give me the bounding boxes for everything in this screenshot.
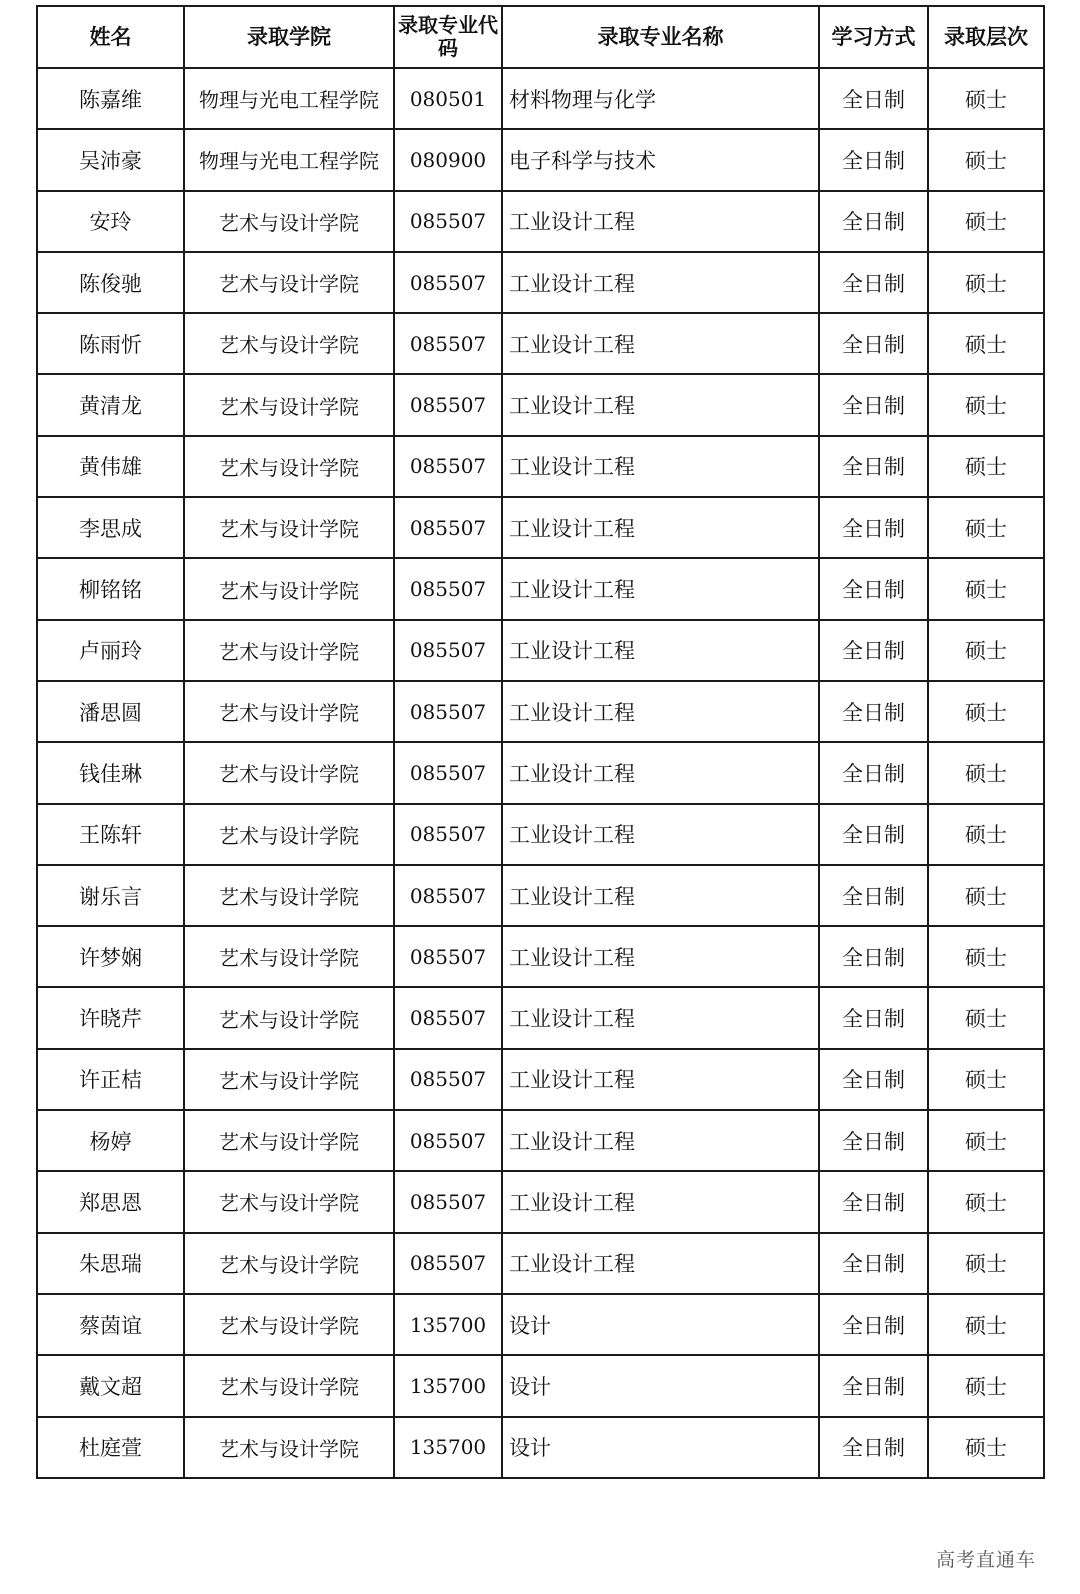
cell-level: 硕士 (928, 374, 1044, 435)
table-row (37, 865, 1044, 926)
cell-major: 工业设计工程 (502, 191, 819, 252)
header-major: 录取专业名称 (502, 6, 819, 68)
admission-table (36, 5, 1045, 1479)
table-row (37, 926, 1044, 987)
table-header (37, 6, 1044, 68)
cell-college: 艺术与设计学院 (184, 558, 394, 619)
cell-college: 艺术与设计学院 (184, 313, 394, 374)
cell-college: 物理与光电工程学院 (184, 129, 394, 190)
cell-college: 艺术与设计学院 (184, 436, 394, 497)
cell-code: 085507 (394, 620, 502, 681)
cell-mode: 全日制 (819, 558, 928, 619)
cell-name: 许正桔 (37, 1049, 184, 1110)
cell-name: 王陈轩 (37, 804, 184, 865)
cell-major: 设计 (502, 1355, 819, 1416)
cell-name: 黄清龙 (37, 374, 184, 435)
cell-level: 硕士 (928, 926, 1044, 987)
cell-college: 艺术与设计学院 (184, 252, 394, 313)
cell-mode: 全日制 (819, 742, 928, 803)
cell-mode: 全日制 (819, 620, 928, 681)
cell-level: 硕士 (928, 436, 1044, 497)
cell-code: 080900 (394, 129, 502, 190)
table-row (37, 681, 1044, 742)
cell-code: 085507 (394, 1171, 502, 1232)
cell-college: 艺术与设计学院 (184, 1355, 394, 1416)
cell-name: 柳铭铭 (37, 558, 184, 619)
cell-college: 艺术与设计学院 (184, 804, 394, 865)
cell-major: 工业设计工程 (502, 926, 819, 987)
cell-code: 135700 (394, 1355, 502, 1416)
cell-mode: 全日制 (819, 313, 928, 374)
table-row (37, 1294, 1044, 1355)
cell-name: 蔡茵谊 (37, 1294, 184, 1355)
cell-name: 黄伟雄 (37, 436, 184, 497)
watermark-text: 高考直通车 (935, 1549, 1036, 1571)
cell-major: 设计 (502, 1294, 819, 1355)
cell-name: 吴沛豪 (37, 129, 184, 190)
cell-name: 潘思圆 (37, 681, 184, 742)
cell-major: 工业设计工程 (502, 252, 819, 313)
cell-mode: 全日制 (819, 1355, 928, 1416)
cell-major: 工业设计工程 (502, 497, 819, 558)
cell-major: 工业设计工程 (502, 1233, 819, 1294)
cell-name: 李思成 (37, 497, 184, 558)
header-name: 姓名 (37, 6, 184, 68)
cell-code: 085507 (394, 1110, 502, 1171)
cell-name: 朱思瑞 (37, 1233, 184, 1294)
table-body (37, 68, 1044, 1478)
cell-mode: 全日制 (819, 68, 928, 129)
cell-major: 工业设计工程 (502, 436, 819, 497)
cell-name: 谢乐言 (37, 865, 184, 926)
table-row (37, 1355, 1044, 1416)
cell-mode: 全日制 (819, 987, 928, 1048)
cell-college: 艺术与设计学院 (184, 865, 394, 926)
cell-name: 陈嘉维 (37, 68, 184, 129)
cell-level: 硕士 (928, 191, 1044, 252)
cell-mode: 全日制 (819, 1110, 928, 1171)
cell-mode: 全日制 (819, 1294, 928, 1355)
cell-level: 硕士 (928, 1049, 1044, 1110)
cell-code: 085507 (394, 804, 502, 865)
cell-name: 卢丽玲 (37, 620, 184, 681)
cell-college: 艺术与设计学院 (184, 987, 394, 1048)
cell-major: 工业设计工程 (502, 681, 819, 742)
cell-code: 085507 (394, 987, 502, 1048)
table-row (37, 742, 1044, 803)
cell-major: 工业设计工程 (502, 374, 819, 435)
cell-college: 艺术与设计学院 (184, 1417, 394, 1478)
cell-level: 硕士 (928, 68, 1044, 129)
cell-mode: 全日制 (819, 1233, 928, 1294)
cell-college: 艺术与设计学院 (184, 1110, 394, 1171)
table-row (37, 68, 1044, 129)
cell-code: 085507 (394, 497, 502, 558)
cell-college: 艺术与设计学院 (184, 926, 394, 987)
cell-mode: 全日制 (819, 129, 928, 190)
cell-name: 安玲 (37, 191, 184, 252)
header-row (37, 6, 1044, 68)
cell-level: 硕士 (928, 1417, 1044, 1478)
cell-code: 085507 (394, 558, 502, 619)
cell-mode: 全日制 (819, 1049, 928, 1110)
table-row (37, 497, 1044, 558)
cell-major: 工业设计工程 (502, 313, 819, 374)
cell-college: 艺术与设计学院 (184, 681, 394, 742)
cell-major: 工业设计工程 (502, 558, 819, 619)
cell-name: 杜庭萱 (37, 1417, 184, 1478)
table-row (37, 313, 1044, 374)
cell-level: 硕士 (928, 1233, 1044, 1294)
cell-major: 工业设计工程 (502, 1171, 819, 1232)
cell-name: 许梦娴 (37, 926, 184, 987)
cell-college: 艺术与设计学院 (184, 1049, 394, 1110)
table-row (37, 620, 1044, 681)
cell-code: 085507 (394, 374, 502, 435)
cell-level: 硕士 (928, 865, 1044, 926)
cell-code: 085507 (394, 191, 502, 252)
cell-name: 戴文超 (37, 1355, 184, 1416)
cell-name: 郑思恩 (37, 1171, 184, 1232)
header-level: 录取层次 (928, 6, 1044, 68)
cell-name: 钱佳琳 (37, 742, 184, 803)
cell-major: 工业设计工程 (502, 804, 819, 865)
table-row (37, 252, 1044, 313)
cell-mode: 全日制 (819, 191, 928, 252)
cell-level: 硕士 (928, 252, 1044, 313)
cell-mode: 全日制 (819, 436, 928, 497)
cell-name: 许晓芹 (37, 987, 184, 1048)
cell-code: 085507 (394, 865, 502, 926)
cell-mode: 全日制 (819, 374, 928, 435)
cell-code: 135700 (394, 1294, 502, 1355)
cell-mode: 全日制 (819, 681, 928, 742)
cell-college: 艺术与设计学院 (184, 497, 394, 558)
cell-mode: 全日制 (819, 1417, 928, 1478)
cell-major: 工业设计工程 (502, 742, 819, 803)
table-row (37, 436, 1044, 497)
cell-major: 工业设计工程 (502, 620, 819, 681)
cell-mode: 全日制 (819, 252, 928, 313)
cell-college: 艺术与设计学院 (184, 620, 394, 681)
cell-code: 085507 (394, 252, 502, 313)
table-row (37, 804, 1044, 865)
cell-code: 085507 (394, 681, 502, 742)
cell-major: 工业设计工程 (502, 1049, 819, 1110)
cell-college: 艺术与设计学院 (184, 1294, 394, 1355)
table-row (37, 1049, 1044, 1110)
cell-college: 艺术与设计学院 (184, 1233, 394, 1294)
cell-level: 硕士 (928, 620, 1044, 681)
cell-mode: 全日制 (819, 926, 928, 987)
table-row (37, 1417, 1044, 1478)
header-code: 录取专业代码 (394, 6, 502, 68)
admission-list (36, 5, 1043, 1479)
cell-college: 艺术与设计学院 (184, 1171, 394, 1232)
cell-name: 杨婷 (37, 1110, 184, 1171)
cell-level: 硕士 (928, 497, 1044, 558)
cell-level: 硕士 (928, 681, 1044, 742)
table-row (37, 191, 1044, 252)
cell-major: 工业设计工程 (502, 987, 819, 1048)
cell-level: 硕士 (928, 1355, 1044, 1416)
cell-name: 陈俊驰 (37, 252, 184, 313)
cell-mode: 全日制 (819, 865, 928, 926)
cell-code: 135700 (394, 1417, 502, 1478)
cell-code: 085507 (394, 436, 502, 497)
cell-code: 085507 (394, 1233, 502, 1294)
cell-level: 硕士 (928, 804, 1044, 865)
cell-code: 085507 (394, 1049, 502, 1110)
cell-college: 艺术与设计学院 (184, 191, 394, 252)
cell-name: 陈雨忻 (37, 313, 184, 374)
cell-college: 物理与光电工程学院 (184, 68, 394, 129)
cell-code: 085507 (394, 313, 502, 374)
cell-college: 艺术与设计学院 (184, 374, 394, 435)
table-row (37, 1171, 1044, 1232)
cell-major: 工业设计工程 (502, 1110, 819, 1171)
cell-level: 硕士 (928, 742, 1044, 803)
header-mode: 学习方式 (819, 6, 928, 68)
table-row (37, 374, 1044, 435)
cell-level: 硕士 (928, 1110, 1044, 1171)
cell-level: 硕士 (928, 1294, 1044, 1355)
cell-major: 工业设计工程 (502, 865, 819, 926)
table-row (37, 129, 1044, 190)
cell-major: 材料物理与化学 (502, 68, 819, 129)
cell-major: 电子科学与技术 (502, 129, 819, 190)
cell-mode: 全日制 (819, 804, 928, 865)
cell-code: 080501 (394, 68, 502, 129)
cell-major: 设计 (502, 1417, 819, 1478)
cell-code: 085507 (394, 926, 502, 987)
cell-level: 硕士 (928, 313, 1044, 374)
cell-level: 硕士 (928, 987, 1044, 1048)
cell-level: 硕士 (928, 558, 1044, 619)
header-college: 录取学院 (184, 6, 394, 68)
cell-level: 硕士 (928, 129, 1044, 190)
table-row (37, 1110, 1044, 1171)
cell-code: 085507 (394, 742, 502, 803)
table-row (37, 987, 1044, 1048)
table-row (37, 1233, 1044, 1294)
cell-level: 硕士 (928, 1171, 1044, 1232)
cell-mode: 全日制 (819, 497, 928, 558)
cell-college: 艺术与设计学院 (184, 742, 394, 803)
cell-mode: 全日制 (819, 1171, 928, 1232)
table-row (37, 558, 1044, 619)
